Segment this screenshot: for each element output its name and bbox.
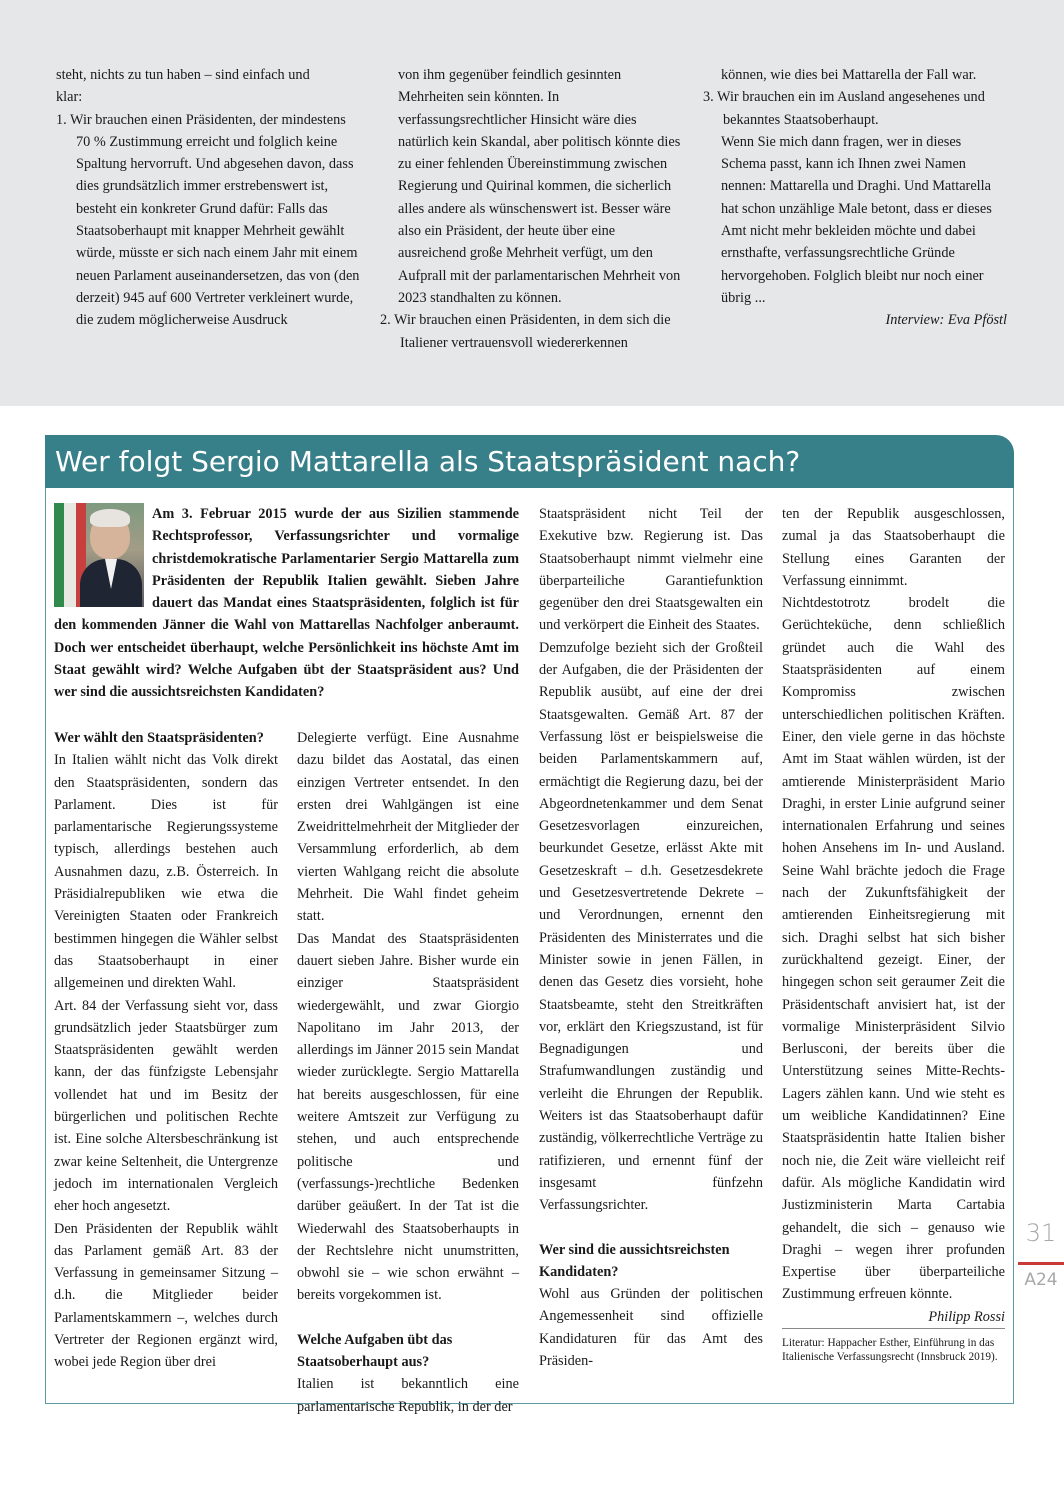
paragraph: 2. Wir brauchen einen Präsidenten, in dem sich die Italiener vertrauensvoll wiedererkennen [380, 312, 671, 351]
paragraph: Wohl aus Gründen der politischen Angemessenheit sind offizielle Kandidaturen für das Amt des Präsiden- [539, 1286, 763, 1369]
paragraph: Staatspräsident nicht Teil der Exekutive bzw. Regierung ist. Das Staatsoberhaupt nimmt vielmehr eine überparteiliche Garantiefunktion gegenüber den drei Staatsgewalten ein und verkörpert die Einheit des Staates. [539, 506, 763, 634]
interview-column-1 [56, 64, 360, 332]
page-number-rule [1018, 1262, 1064, 1265]
paragraph: Demzufolge bezieht sich der Großteil der Aufgaben, die der Präsidenten der Republik ausübt, auf eine der drei Staatsgewalten. Gemäß Art. 87 der Verfassung löst er beispielsweise die beiden Parlamentskammern auf, ermächtigt die Regierung dazu, bei der Abgeordnetenkammer und dem Senat Gesetzesvorlagen einzureichen, beurkundet Gesetze, erlässt Akte mit Gesetzeskraft – d.h. Gesetzesdekrete und Gesetzesvertretende Dekrete – und Verordnungen, ernennt den Präsidenten des Ministerrates und die Minister sowie in jenen Fällen, in denen das Gesetz dies vorsieht, hohe Staatsbeamte, steht den Streitkräften vor, erklärt den Kriegszustand, ist für Begnadigungen und Strafumwandlungen zuständig und verleiht die Ehrungen der Republik. Weiters ist das Staatsoberhaupt dafür zuständig, völkerrechtliche Verträge zu ratifizieren, und ernennt fünf der insgesamt fünfzehn Verfassungsrichter. [539, 639, 763, 1214]
paragraph: Das Mandat des Staatspräsidenten dauert sieben Jahre. Bisher wurde ein einziger Staatspräsident wiedergewählt, und zwar Giorgio Napolitano im Jahr 2013, der allerdings im Jänner 2015 sein Mandat wieder zurücklegte. Sergio Mattarella hat bereits ausgeschlossen, für eine weitere Amtszeit zur Verfügung zu stehen, und auch entsprechende politische und (verfassungs-)rechtliche Bedenken darüber geäußert. In der Tat ist die Wiederwahl des Staatsoberhaupts in der Rechtslehre nicht unumstritten, obwohl sie – wie schon erwähnt – bereits vorgekommen ist. [297, 930, 519, 1304]
paragraph: können, wie dies bei Mattarella der Fall war. [721, 67, 977, 83]
paragraph: Nichtdestotrotz brodelt die Gerüchteküche, denn schließlich gründet auch die Wahl des Staatspräsidenten auf einem Kompromiss zwischen unterschiedlichen politischen Kräften. Einer, den viele gerne in das höchste Amt im Staat wählen würden, ist der amtierende Ministerpräsident Mario Draghi, in erster Linie aufgrund seiner internationalen Erfahrung und seines hohen Ansehens im In- und Ausland. Seine Wahl brächte jedoch die Frage nach der Zukunftsfähigkeit der amtierenden Einheitsregierung mit sich. Draghi selbst hat sich bisher zurückhaltend gezeigt. Einer, der hingegen schon seit geraumer Zeit die Präsidentschaft anvisiert hat, ist der vormalige Ministerpräsident Silvio Berlusconi, der bereits über die Unterstützung seines Mitte-Rechts-Lagers zählen kann. Und wie steht es um weibliche Kandidatinnen? Eine Staatspräsidentin hatte Italien bisher noch nie, die Zeit wäre vielleicht reif dafür. Als mögliche Kandidatin wird Justizministerin Marta Cartabia gehandelt, die sich – genauso wie Draghi – wegen ihrer profunden Expertise über überparteiliche Zustimmung erfreuen könnte. [782, 595, 1005, 1303]
paragraph: ten der Republik ausgeschlossen, zumal ja das Staatsoberhaupt die Stellung eines Garanten der Verfassung einnimmt. [782, 506, 1005, 589]
interview-column-3 [703, 64, 1007, 332]
paragraph: klar: [56, 89, 83, 106]
article-title-bar [45, 435, 1014, 488]
article-column-4 [782, 503, 1005, 1364]
article-intro [54, 503, 519, 704]
literature-note: Literatur: Happacher Esther, Einführung in das Italienische Verfassungsrecht (Innsbruck 2019). [782, 1328, 1005, 1364]
paragraph: Italien ist bekanntlich eine parlamentarische Republik, in der der [297, 1376, 519, 1415]
article-title: Wer folgt Sergio Mattarella als Staatspräsident nach? [55, 445, 801, 478]
spacer [539, 1217, 763, 1239]
paragraph: steht, nichts zu tun haben – sind einfach und [56, 67, 310, 83]
spacer [297, 1307, 519, 1329]
paragraph: von ihm gegenüber feindlich gesinnten Mehrheiten sein könnten. In verfassungsrechtlicher Hinsicht wäre dies natürlich kein Skandal, aber politisch könnte dies zu einer fehlenden Übereinstimmung zwischen Regierung und Quirinal kommen, die sicherlich alles andere als wünschenswert ist. Besser wäre also ein Präsident, der heute über eine ausreichend große Mehrheit verfügt, um den Aufprall mit der parlamentarischen Mehrheit von 2023 standhalten zu können. [398, 67, 681, 306]
author-signature: Interview: Eva Pföstl [885, 312, 1007, 329]
section-heading: Wer sind die aussichtsreichsten Kandidaten? [539, 1241, 730, 1280]
paragraph: Art. 84 der Verfassung sieht vor, dass grundsätzlich jeder Staatsbürger zum Staatspräsidenten gewählt werden kann, der das fünfzigste Lebensjahr vollendet hat und im Besitz der bürgerlichen und politischen Rechte ist. Eine solche Altersbeschränkung ist zwar keine Seltenheit, die Untergrenze jedoch im internationalen Vergleich eher hoch angesetzt. [54, 997, 278, 1215]
author-signature: Philipp Rossi [928, 1308, 1005, 1325]
paragraph: Den Präsidenten der Republik wählt das Parlament gemäß Art. 83 der Verfassung in gemeinsamer Sitzung – d.h. die Mitglieder beider Parlamentskammern –, welches durch Vertreter der Regionen ergänzt wird, wobei jede Region über drei [54, 1220, 278, 1371]
mattarella-portrait-photo [54, 503, 144, 607]
paragraph: 1. Wir brauchen einen Präsidenten, der mindestens 70 % Zustimmung erreicht und folglich keine Spaltung hervorruft. Und abgesehen davon, dass dies grundsätzlich immer erstrebenswert ist, besteht ein konkreter Grund dafür: Falls das Staatsoberhaupt mit knapper Mehrheit gewählt würde, müsste er sich nach einem Jahr mit einem neuen Parlament auseinandersetzen, das von (den derzeit) 945 auf 600 Vertreter verkleinert wurde, die zudem möglicherweise Ausdruck [56, 111, 360, 329]
section-heading: Welche Aufgaben übt das Staatsoberhaupt aus? [297, 1331, 453, 1371]
paragraph: 3. Wir brauchen ein im Ausland angesehenes und bekanntes Staatsoberhaupt. [703, 89, 985, 128]
article-column-3 [539, 503, 763, 1372]
section-heading: Wer wählt den Staatspräsidenten? [54, 730, 264, 746]
page-number: 31 [1025, 1219, 1057, 1247]
paragraph: Delegierte verfügt. Eine Ausnahme dazu bildet das Aostatal, das einen einzigen Vertreter entsendet. In den ersten drei Wahlgängen ist eine Zweidrittelmehrheit der Mitglieder der Versammlung erforderlich, ab dem vierten Wahlgang reicht die absolute Mehrheit. Die Wahl findet geheim statt. [297, 730, 519, 925]
page-code: A24 [1024, 1270, 1058, 1290]
paragraph: Wenn Sie mich dann fragen, wer in dieses Schema passt, kann ich Ihnen zwei Namen nennen: Mattarella und Draghi. Und Mattarella hat schon unzählige Male betont, dass er dieses Amt nicht mehr bekleiden möchte und dabei ernsthafte, verfassungsrechtliche Gründe hervorgehoben. Folglich bleibt nur noch einer übrig ... [721, 133, 992, 306]
article-column-2 [297, 727, 519, 1418]
interview-column-2 [380, 64, 684, 354]
article-column-1 [54, 727, 278, 1374]
paragraph: In Italien wählt nicht das Volk direkt den Staatspräsidenten, sondern das Parlament. Dies ist für parlamentarische Regierungssysteme typisch, allerdings bestehen auch Ausnahmen dazu, z.B. Österreich. In Präsidialrepubliken wie etwa die Vereinigten Staaten oder Frankreich bestimmen hingegen die Wähler selbst das Staatsoberhaupt in einer allgemeinen und direkten Wahl. [54, 752, 278, 992]
intro-text: Am 3. Februar 2015 wurde der aus Sizilien stammende Rechtsprofessor, Verfassungsrichter und vormalige christdemokratische Parlamentarier Sergio Mattarella zum Präsidenten der Republik Italien gewählt. Sieben Jahre dauert das Mandat eines Staatspräsidenten, folglich ist für den kommenden Jänner die Wahl von Mattarellas Nachfolger anberaumt. Doch wer entscheidet überhaupt, welche Persönlichkeit ins höchste Amt im Staat gewählt wird? Welche Aufgaben übt der Staatspräsident aus? Und wer sind die aussichtsreichsten Kandidaten? [54, 506, 519, 701]
